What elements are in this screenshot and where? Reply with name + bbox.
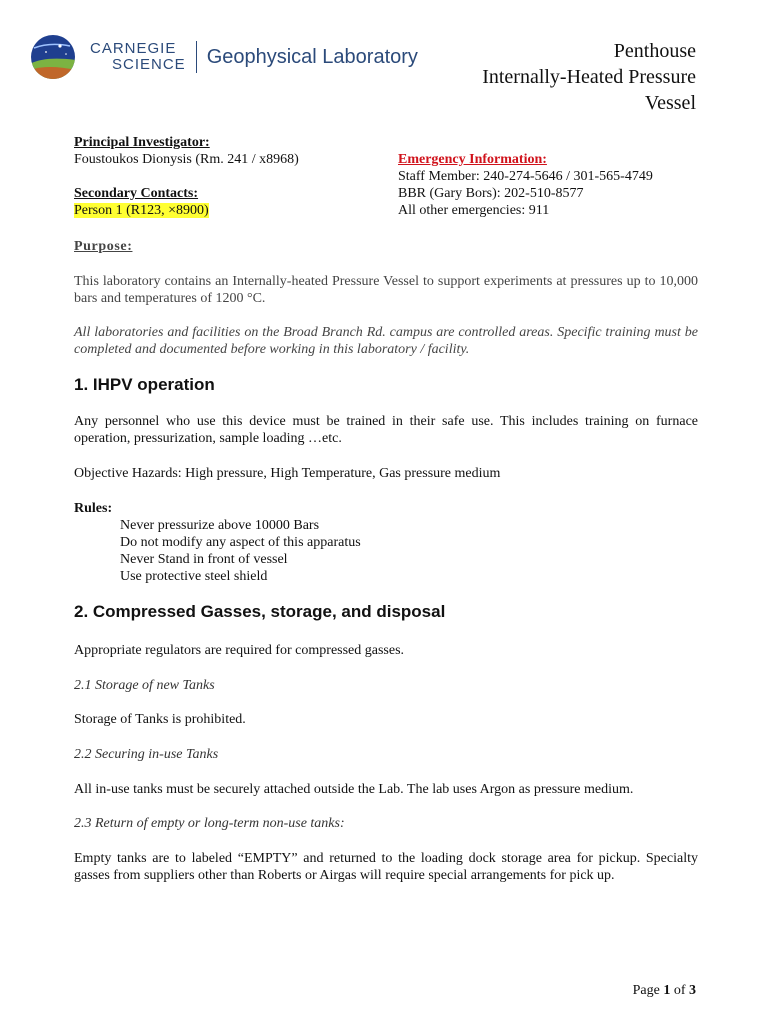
pi-heading: Principal Investigator: [74,135,210,150]
emergency-line-1: Staff Member: 240-274-5646 / 301-565-4749 [398,169,653,184]
rules-heading: Rules: [74,501,113,516]
subsection-2-2-text: All in-use tanks must be securely attached outside the Lab. The lab uses Argon as pressure medium. [74,782,634,797]
page-word: Page [632,983,660,998]
title-line-3: Vessel [644,92,696,114]
secondary-heading: Secondary Contacts: [74,186,199,201]
globe-logo-icon [30,34,76,80]
logo-line-2: SCIENCE [112,56,186,73]
of-word: of [673,983,686,998]
subsection-2-3-heading: 2.3 Return of empty or long-term non-use tanks: [74,816,345,831]
pi-value: Foustoukos Dionysis (Rm. 241 / x8968) [74,152,299,167]
logo-line-1: CARNEGIE [90,40,177,57]
subsection-2-1-text: Storage of Tanks is prohibited. [74,712,246,727]
title-line-2: Internally-Heated Pressure [482,66,696,88]
rule-item: Do not modify any aspect of this apparatus [120,535,361,550]
section-2-heading: 2. Compressed Gasses, storage, and disposal [74,602,446,621]
emergency-heading: Emergency Information: [398,152,547,167]
rule-item: Never Stand in front of vessel [120,552,288,567]
secondary-value: Person 1 (R123, ×8900) [74,203,209,218]
section-1-text: Any personnel who use this device must be trained in their safe use. This includes training on furnace operation, pressurization, sample loading …etc. [74,414,698,446]
logo-divider [196,41,197,73]
purpose-text: This laboratory contains an Internally-heated Pressure Vessel to support experiments at pressures up to 10,000 bars and temperatures of 1200 °C. [74,274,698,306]
subsection-2-3-text: Empty tanks are to labeled “EMPTY” and returned to the loading dock storage area for pickup. Specialty gasses from suppliers other than Roberts or Airgas will require special arrangements for pick up. [74,851,698,883]
section-1-heading: 1. IHPV operation [74,375,215,394]
carnegie-logo [30,34,418,80]
emergency-line-2: BBR (Gary Bors): 202-510-8577 [398,186,584,201]
section-2-text: Appropriate regulators are required for compressed gasses. [74,643,405,658]
rules-block [74,500,698,585]
rule-item: Never pressurize above 10000 Bars [120,518,320,533]
lab-name: Geophysical Laboratory [206,45,418,68]
objective-hazards: Objective Hazards: High pressure, High Temperature, Gas pressure medium [74,466,501,481]
subsection-2-2-heading: 2.2 Securing in-use Tanks [74,747,219,762]
emergency-line-3: All other emergencies: 911 [398,203,550,218]
page-footer [633,982,696,999]
title-line-1: Penthouse [613,40,696,62]
purpose-heading: Purpose: [74,239,133,254]
document-title [482,38,696,116]
rule-item: Use protective steel shield [120,569,268,584]
logo-wordmark [84,41,186,73]
subsection-2-1-heading: 2.1 Storage of new Tanks [74,678,215,693]
page-total: 3 [689,983,696,998]
purpose-note: All laboratories and facilities on the Broad Branch Rd. campus are controlled areas. Specific training must be completed and documented before working in this laboratory / facility. [74,325,698,357]
contacts-block [74,134,374,219]
rules-list [74,517,698,585]
emergency-block [398,151,718,219]
page-number: 1 [663,983,671,998]
